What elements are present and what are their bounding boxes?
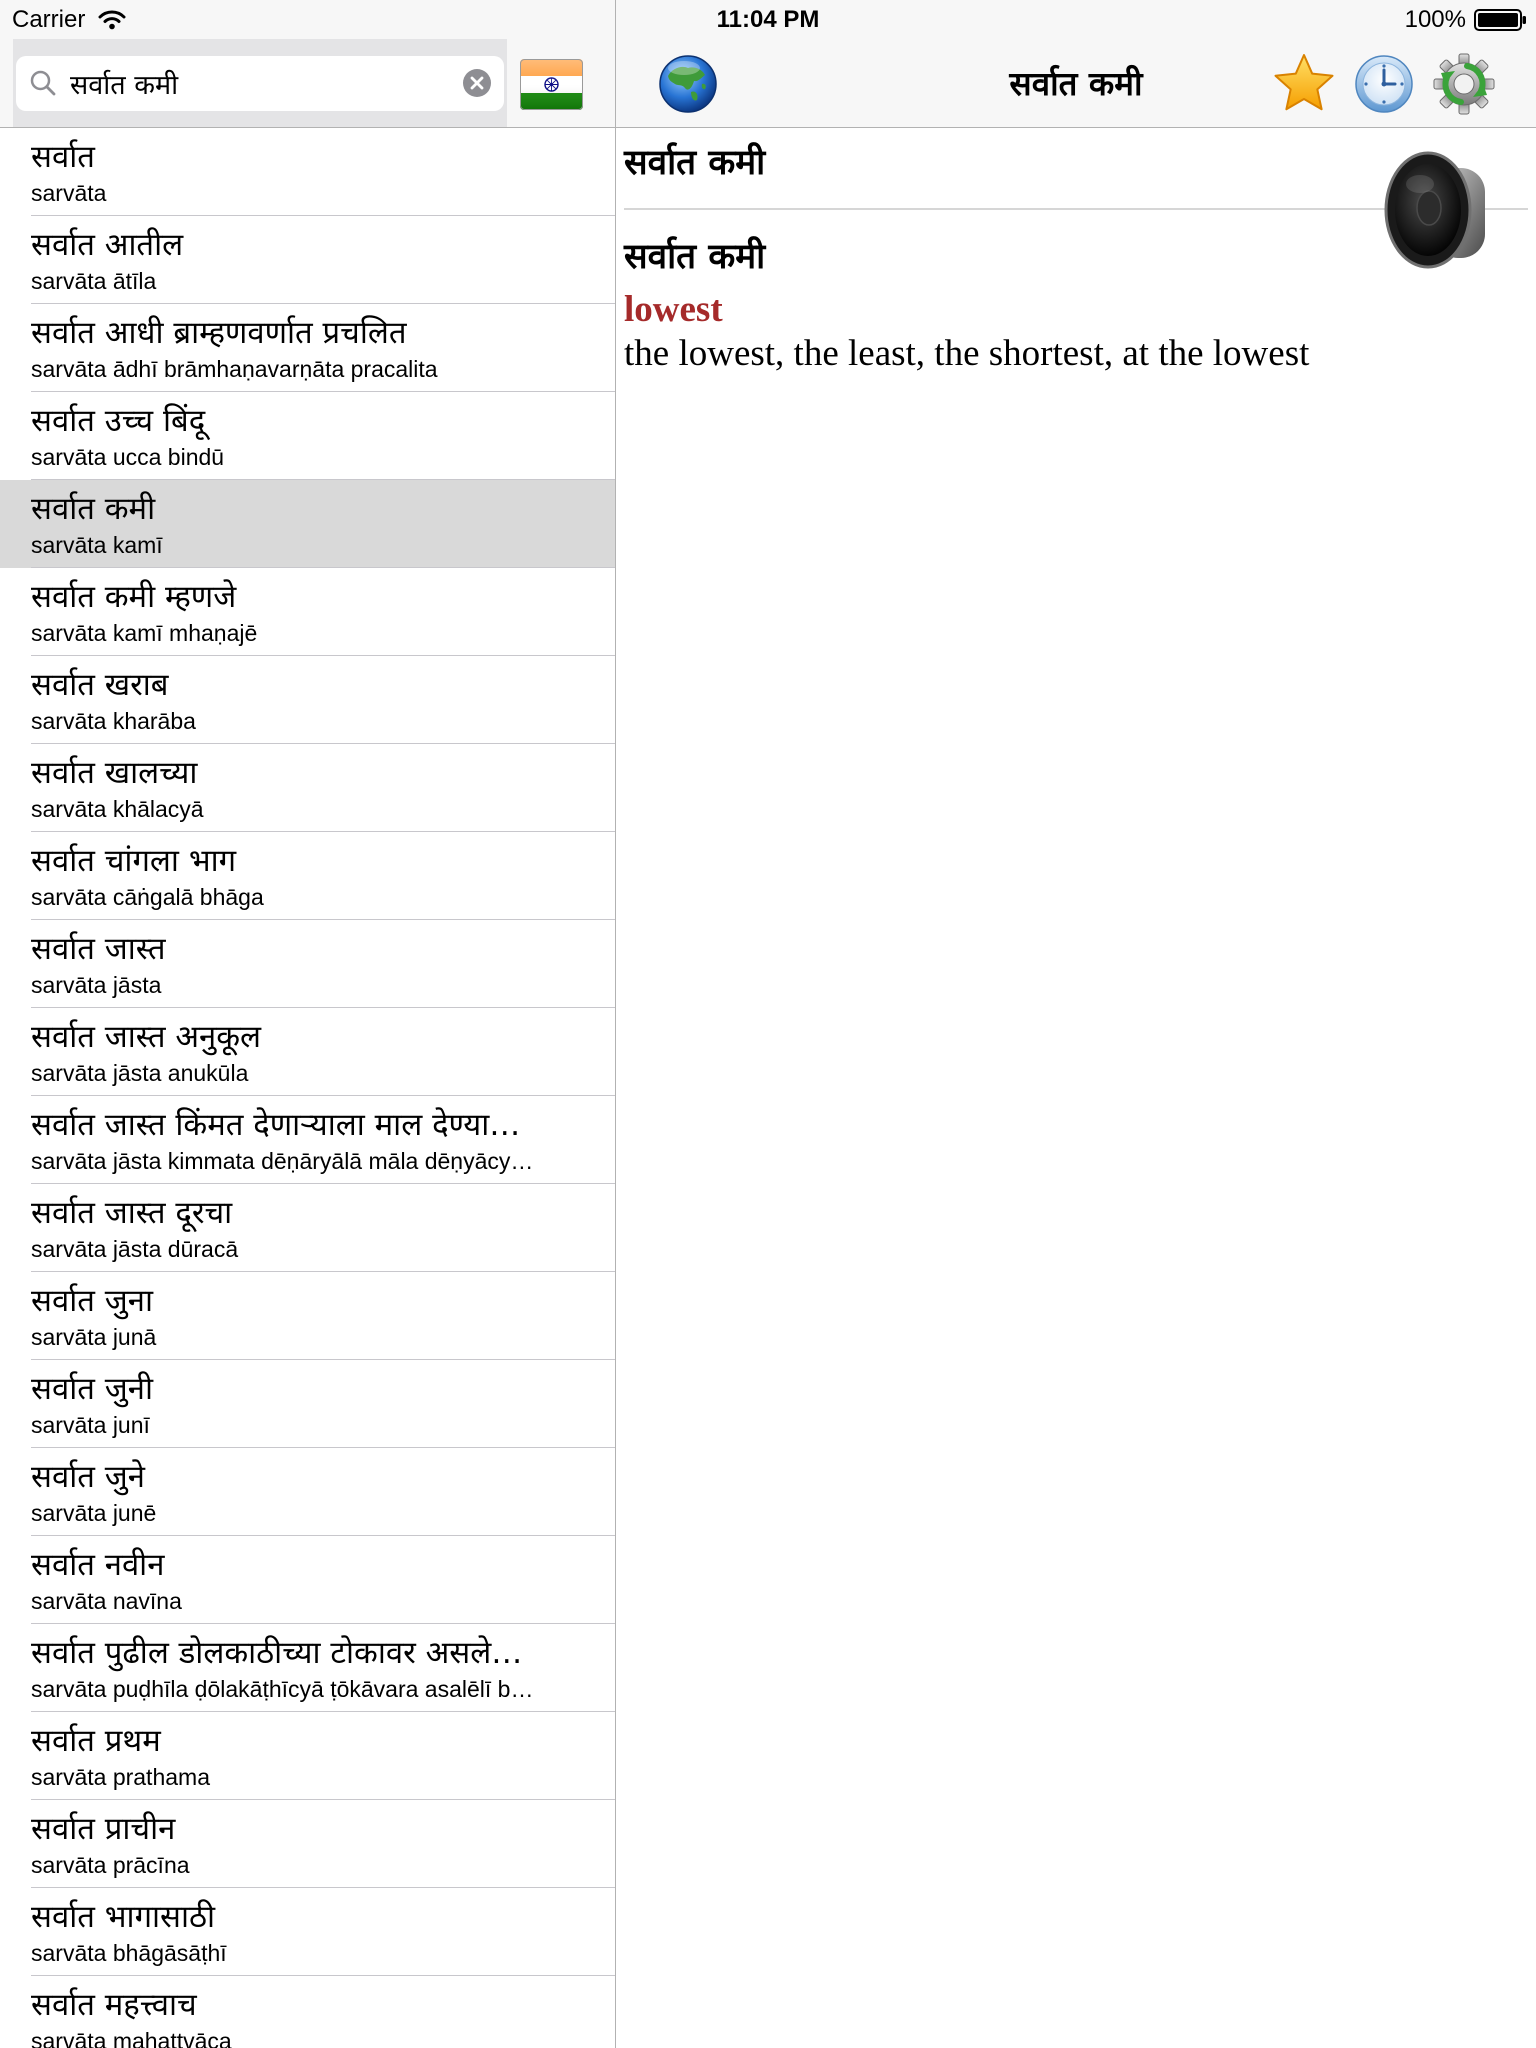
list-item-transliteration: sarvāta prathama	[31, 1764, 210, 1790]
list-item-transliteration: sarvāta navīna	[31, 1588, 182, 1614]
word-list[interactable]	[0, 128, 615, 2048]
pronounce-button[interactable]	[1382, 148, 1489, 274]
list-item[interactable]	[0, 1360, 615, 1448]
list-item-transliteration: sarvāta ādhī brāmhaṇavarṇāta pracalita	[31, 356, 438, 382]
settings-refresh-button[interactable]	[1431, 51, 1497, 117]
list-item[interactable]	[0, 1888, 615, 1976]
search-icon	[29, 69, 57, 97]
clock-icon	[1354, 54, 1414, 114]
list-item-transliteration: sarvāta kamī	[31, 532, 163, 558]
list-item[interactable]	[0, 304, 615, 392]
list-item-word: सर्वात आधी ब्राम्हणवर्णात प्रचलित	[31, 315, 407, 351]
list-item-word: सर्वात कमी	[31, 491, 156, 527]
clear-icon	[462, 68, 492, 98]
list-item[interactable]	[0, 1272, 615, 1360]
list-item-word: सर्वात जुना	[31, 1283, 153, 1319]
list-item-transliteration: sarvāta jāsta dūracā	[31, 1236, 239, 1262]
split-divider	[615, 0, 616, 2048]
list-item-transliteration: sarvāta bhāgāsāṭhī	[31, 1940, 227, 1966]
list-item-word: सर्वात खराब	[31, 667, 169, 703]
list-item[interactable]	[0, 480, 615, 568]
star-icon	[1272, 52, 1336, 116]
list-item-word: सर्वात नवीन	[31, 1547, 165, 1583]
favorite-button[interactable]	[1272, 52, 1336, 116]
list-item-word: सर्वात जास्त किंमत देणाऱ्याला माल देण्या…	[31, 1107, 521, 1143]
list-item-word: सर्वात महत्त्वाच	[31, 1987, 197, 2023]
list-item-transliteration: sarvāta cāṅgalā bhāga	[31, 884, 264, 910]
history-button[interactable]	[1354, 54, 1414, 114]
list-item-transliteration: sarvāta jāsta kimmata dēṇāryālā māla dēṇyācy…	[31, 1148, 534, 1174]
list-item[interactable]	[0, 128, 615, 216]
search-input[interactable]	[70, 60, 455, 106]
battery-percentage: 100%	[1404, 6, 1466, 33]
gear-refresh-icon	[1431, 51, 1497, 117]
clock-time: 11:04 PM	[716, 6, 820, 33]
list-item-word: सर्वात जास्त	[31, 931, 166, 967]
list-item[interactable]	[0, 1800, 615, 1888]
list-item[interactable]	[0, 1008, 615, 1096]
list-item-transliteration: sarvāta	[31, 180, 107, 206]
list-item-word: सर्वात चांगला भाग	[31, 843, 237, 879]
list-item-word: सर्वात उच्च बिंदू	[31, 403, 206, 439]
list-item-word: सर्वात प्राचीन	[31, 1811, 176, 1847]
list-item[interactable]	[0, 1184, 615, 1272]
list-item-transliteration: sarvāta ucca bindū	[31, 444, 225, 470]
list-item-transliteration: sarvāta kamī mhaṇajē	[31, 620, 258, 646]
language-button[interactable]	[520, 59, 583, 110]
list-item-word: सर्वात जास्त दूरचा	[31, 1195, 233, 1231]
clear-search-button[interactable]	[462, 68, 492, 98]
list-item[interactable]	[0, 1536, 615, 1624]
speaker-icon	[1382, 148, 1489, 274]
list-item-transliteration: sarvāta mahattvāca	[31, 2028, 232, 2048]
list-item-transliteration: sarvāta jāsta	[31, 972, 162, 998]
definition: the lowest, the least, the shortest, at the lowest	[624, 333, 1310, 374]
list-item[interactable]	[0, 392, 615, 480]
translation: lowest	[624, 289, 723, 330]
list-item-transliteration: sarvāta puḍhīla ḍōlakāṭhīcyā ṭōkāvara asalēlī b…	[31, 1676, 534, 1702]
list-item-word: सर्वात प्रथम	[31, 1723, 161, 1759]
list-item-word: सर्वात भागासाठी	[31, 1899, 216, 1935]
list-item-transliteration: sarvāta kharāba	[31, 708, 196, 734]
list-item-word: सर्वात जास्त अनुकूल	[31, 1019, 262, 1055]
list-item[interactable]	[0, 920, 615, 1008]
nav-title: सर्वात कमी	[1009, 64, 1143, 103]
entry-word: सर्वात कमी	[624, 237, 766, 277]
list-item-transliteration: sarvāta junī	[31, 1412, 150, 1438]
list-item[interactable]	[0, 744, 615, 832]
list-item[interactable]	[0, 1712, 615, 1800]
list-item-word: सर्वात जुनी	[31, 1371, 153, 1407]
battery-icon	[1474, 9, 1528, 31]
list-item-word: सर्वात आतील	[31, 227, 184, 263]
list-item[interactable]	[0, 1976, 615, 2048]
carrier-label: Carrier	[12, 6, 86, 33]
list-item[interactable]	[0, 1448, 615, 1536]
globe-icon	[658, 54, 718, 114]
list-item-transliteration: sarvāta khālacyā	[31, 796, 204, 822]
list-item-transliteration: sarvāta ātīla	[31, 268, 157, 294]
list-item[interactable]	[0, 656, 615, 744]
wifi-icon	[98, 8, 126, 30]
list-item-transliteration: sarvāta junā	[31, 1324, 157, 1350]
india-flag-icon	[520, 59, 583, 110]
list-item-transliteration: sarvāta prācīna	[31, 1852, 190, 1878]
list-item[interactable]	[0, 216, 615, 304]
list-item-transliteration: sarvāta junē	[31, 1500, 157, 1526]
list-item[interactable]	[0, 568, 615, 656]
list-item-word: सर्वात जुने	[31, 1459, 145, 1495]
list-item[interactable]	[0, 1624, 615, 1712]
list-item-word: सर्वात कमी म्हणजे	[31, 579, 237, 615]
list-item[interactable]	[0, 832, 615, 920]
list-item[interactable]	[0, 1096, 615, 1184]
status-bar	[0, 0, 1536, 40]
entry-headword: सर्वात कमी	[624, 143, 766, 183]
list-item-word: सर्वात	[31, 139, 95, 175]
list-item-word: सर्वात खालच्या	[31, 755, 198, 791]
list-item-transliteration: sarvāta jāsta anukūla	[31, 1060, 249, 1086]
globe-button[interactable]	[658, 54, 718, 114]
list-item-word: सर्वात पुढील डोलकाठीच्या टोकावर असले…	[31, 1635, 523, 1671]
